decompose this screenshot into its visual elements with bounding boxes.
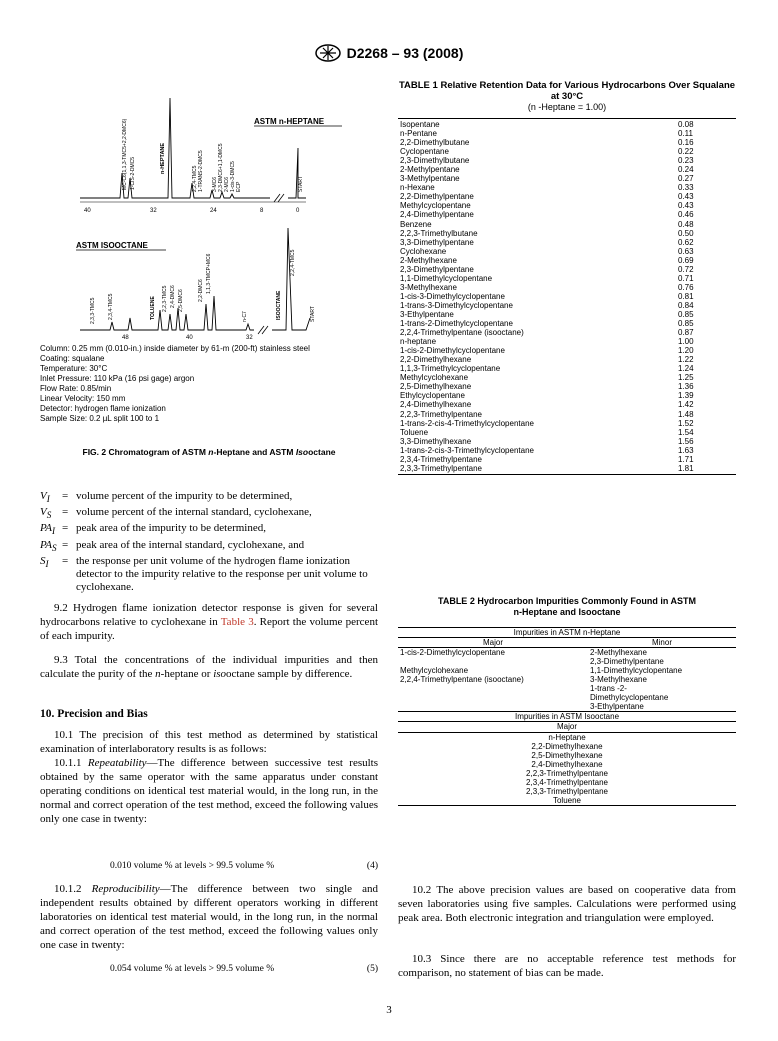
table-1-row bbox=[398, 328, 736, 337]
retention-value: 0.22 bbox=[678, 147, 694, 157]
compound-name: n-heptane bbox=[400, 337, 437, 347]
table-2-row bbox=[398, 657, 736, 666]
table-1-row bbox=[398, 138, 736, 147]
retention-value: 1.42 bbox=[678, 400, 694, 410]
compound-name: 2-Methylpentane bbox=[400, 165, 460, 175]
paragraph-10-1: 10.1 The precision of this test method as determined by statistical examination of interlaboratory results is as follows: bbox=[40, 729, 378, 755]
table-1-row bbox=[398, 265, 736, 274]
panel-label-isooctane: ASTM ISOOCTANE bbox=[76, 241, 148, 250]
table-2-iso-major: Major bbox=[398, 721, 736, 731]
table-1-row bbox=[398, 183, 736, 192]
compound-name: 2,3-Dimethylbutane bbox=[400, 156, 470, 166]
table-1-row bbox=[398, 428, 736, 437]
compound-name: 2,3,4-Trimethylpentane bbox=[400, 454, 482, 464]
retention-value: 0.24 bbox=[678, 165, 694, 175]
page-number: 3 bbox=[386, 1004, 392, 1016]
compound-name: 3-Ethylpentane bbox=[400, 309, 454, 319]
compound-name: 3-Methylpentane bbox=[400, 174, 460, 184]
axis-tick-32: 32 bbox=[246, 335, 253, 340]
compound-name: 3,3-Dimethylpentane bbox=[400, 237, 474, 247]
table-1-row bbox=[398, 156, 736, 165]
spec-line: Coating: squalane bbox=[40, 354, 105, 363]
peak-label: 2,3,4-TMC5 bbox=[108, 293, 114, 320]
table-1-row bbox=[398, 256, 736, 265]
compound-name: 2,2-Dimethylhexane bbox=[400, 355, 472, 365]
retention-value: 1.56 bbox=[678, 436, 694, 446]
variable-row: $V_S$ = volume percent of the internal standard, cyclohexane, bbox=[40, 506, 312, 521]
spec-line: Temperature: 30°C bbox=[40, 364, 108, 373]
axis-tick-32: 32 bbox=[150, 208, 157, 214]
compound-name: 2,5-Dimethylhexane bbox=[400, 382, 472, 392]
table-1-row bbox=[398, 210, 736, 219]
paragraph-10-1-2: 10.1.2 Reproducibility—The difference between two single and independent results obtained by different operators working in different laboratories on identical test material would, in the long run, in the normal and correct operation of the test method, exceed the following values only one case in twenty: bbox=[40, 883, 378, 951]
minor-impurity: 2,3-Dimethylpentane bbox=[590, 657, 664, 667]
isooctane-impurity: 2,3,4-Trimethylpentane bbox=[526, 777, 608, 787]
table-1-row bbox=[398, 419, 736, 428]
major-impurity: 2,2,4-Trimethylpentane (isooctane) bbox=[400, 675, 524, 685]
compound-name: 1-cis-2-Dimethylcyclopentane bbox=[400, 346, 505, 356]
peak-label: 2,2,3-TMC5 bbox=[162, 285, 168, 312]
table-1-row bbox=[398, 274, 736, 283]
spec-line: Inlet Pressure: 110 kPa (16 psi gage) argon bbox=[40, 374, 195, 383]
table-1-row bbox=[398, 147, 736, 156]
table-1-row bbox=[398, 201, 736, 210]
table-1-row bbox=[398, 174, 736, 183]
retention-value: 0.11 bbox=[678, 129, 693, 139]
compound-name: 2,2,3-Trimethylbutane bbox=[400, 228, 478, 238]
compound-name: 2-Methylhexane bbox=[400, 255, 457, 265]
table-1-row bbox=[398, 165, 736, 174]
axis-tick-40: 40 bbox=[84, 208, 91, 214]
paragraph-10-1-1: 10.1.1 Repeatability—The difference between successive test results obtained by the same operator with the same apparatus under constant operating conditions on identical test material would, in the long run, in the normal and correct operation of the test method, exceed the following values only one case in twenty: bbox=[40, 757, 379, 825]
axis-tick-24: 24 bbox=[210, 208, 217, 214]
axis-tick-40: 40 bbox=[186, 335, 193, 340]
axis-tick-0: 0 bbox=[296, 208, 300, 214]
minor-impurity: 3-Ethylpentane bbox=[590, 702, 644, 712]
table-1-row bbox=[398, 292, 736, 301]
table-1-row bbox=[398, 283, 736, 292]
compound-name: Methylcyclohexane bbox=[400, 373, 469, 383]
minor-impurity: 1,1-Dimethylcyclopentane bbox=[590, 666, 683, 676]
spec-line: Linear Velocity: 150 mm bbox=[40, 394, 126, 403]
spec-line: Sample Size: 0.2 µL split 100 to 1 bbox=[40, 414, 160, 423]
peak-label-heptane: n-HEPTANE bbox=[160, 142, 166, 174]
minor-impurity: 3-Methylhexane bbox=[590, 675, 647, 685]
variable-row: $V_I$ = volume percent of the impurity to be determined, bbox=[40, 490, 293, 505]
retention-value: 0.43 bbox=[678, 201, 694, 211]
peak-label: 3-MC6 bbox=[212, 176, 218, 192]
table-1-row bbox=[398, 364, 736, 373]
retention-value: 0.72 bbox=[678, 264, 694, 274]
paragraph-9-3: 9.3 Total the concentrations of the individual impurities and then calculate the purity of the n-heptane or isooctane sample by difference. bbox=[40, 654, 378, 680]
compound-name: Cyclopentane bbox=[400, 147, 449, 157]
chromatogram-figure bbox=[40, 78, 378, 340]
table-1-row bbox=[398, 337, 736, 346]
peak-label: MC-C6(1,1,3-TMC5+2,2-DMC6) bbox=[122, 118, 128, 190]
retention-value: 0.46 bbox=[678, 210, 694, 220]
peak-label: 1-TRANS-2-DMC5 bbox=[198, 150, 204, 192]
compound-name: Methylcyclopentane bbox=[400, 201, 471, 211]
retention-value: 1.22 bbox=[678, 355, 694, 365]
table-1-row bbox=[398, 355, 736, 364]
table-2-row bbox=[398, 666, 736, 675]
table-2-col-headers: Major Minor bbox=[398, 637, 736, 647]
retention-value: 0.85 bbox=[678, 309, 694, 319]
table-2-row bbox=[398, 648, 736, 657]
table-1-row bbox=[398, 301, 736, 310]
compound-name: 2,3,3-Trimethylpentane bbox=[400, 463, 482, 473]
isooctane-impurity: n-Heptane bbox=[548, 732, 586, 742]
isooctane-impurity: 2,4-Dimethylhexane bbox=[531, 759, 603, 769]
figure-caption: FIG. 2 Chromatogram of ASTM n-Heptane and ASTM Isooctane bbox=[82, 447, 336, 457]
retention-value: 0.08 bbox=[678, 120, 694, 129]
minor-impurity: 2-Methylhexane bbox=[590, 648, 647, 658]
table-1-row bbox=[398, 373, 736, 382]
major-impurity: 1-cis-2-Dimethylcyclopentane bbox=[400, 648, 505, 658]
table-1-row bbox=[398, 120, 736, 129]
compound-name: 2,3-Dimethylpentane bbox=[400, 264, 474, 274]
retention-value: 1.20 bbox=[678, 346, 694, 356]
table-1-row bbox=[398, 319, 736, 328]
retention-value: 0.85 bbox=[678, 319, 694, 329]
peak-label: 1,1,3-TMCP+MC6 bbox=[206, 253, 212, 294]
peak-label-toluene: TOLUENE bbox=[150, 296, 156, 320]
compound-name: Cyclohexane bbox=[400, 246, 447, 256]
retention-value: 0.43 bbox=[678, 192, 694, 202]
retention-value: 0.69 bbox=[678, 255, 694, 265]
isooctane-impurity: Toluene bbox=[552, 795, 582, 805]
compound-name: 1,1-Dimethylcyclopentane bbox=[400, 273, 493, 283]
major-impurity bbox=[398, 693, 590, 702]
axis-tick-48: 48 bbox=[122, 335, 129, 340]
compound-name: 1,1,3-Trimethylcyclopentane bbox=[400, 364, 501, 374]
compound-name: Toluene bbox=[400, 427, 429, 437]
retention-value: 1.25 bbox=[678, 373, 694, 383]
table-2-isooctane-header: Impurities in ASTM Isooctane bbox=[398, 711, 736, 721]
table-1-row bbox=[398, 464, 736, 473]
table-1-title: TABLE 1 Relative Retention Data for Various Hydrocarbons Over Squalane at 30°C (n -Heptane = 1.00) bbox=[398, 80, 736, 112]
peak-label: 2,2-DMC6 bbox=[198, 279, 204, 302]
variable-row: $PA_I$ = peak area of the impurity to be determined, bbox=[40, 522, 266, 537]
compound-name: 2,4-Dimethylhexane bbox=[400, 400, 472, 410]
table-2-row bbox=[398, 684, 736, 693]
page-header bbox=[0, 44, 778, 67]
peak-label-isooctane: ISOOCTANE bbox=[276, 290, 282, 320]
retention-value: 0.33 bbox=[678, 183, 694, 193]
figure-specs bbox=[40, 344, 378, 424]
peak-label: ECP bbox=[236, 181, 242, 192]
chromatogram-top-panel bbox=[80, 98, 342, 214]
paragraph-9-2: 9.2 Hydrogen flame ionization detector response is given for several hydrocarbons relative to cyclohexane in Table 3. Report the volume percent of each impurity. bbox=[40, 602, 379, 642]
table-2-row bbox=[398, 675, 736, 684]
minor-impurity: Dimethylcyclopentane bbox=[590, 693, 669, 703]
standard-designation: D2268 – 93 (2008) bbox=[346, 45, 464, 61]
table-2-row bbox=[398, 702, 736, 711]
section-heading-precision: 10. Precision and Bias bbox=[40, 708, 148, 720]
table-1-row bbox=[398, 238, 736, 247]
retention-value: 1.71 bbox=[678, 454, 694, 464]
retention-value: 1.54 bbox=[678, 427, 694, 437]
compound-name: 1-trans-2-Dimethylcyclopentane bbox=[400, 319, 513, 329]
peak-label-start: START bbox=[298, 176, 304, 192]
peak-label: 2,2,4-TMC5 bbox=[192, 165, 198, 192]
compound-name: 3-Methylhexane bbox=[400, 282, 457, 292]
table-2-row bbox=[398, 693, 736, 702]
minor-impurity: 1-trans -2- bbox=[590, 684, 627, 694]
table-2-title: TABLE 2 Hydrocarbon Impurities Commonly Found in ASTM n-Heptane and Isooctane bbox=[437, 596, 696, 617]
major-impurity: Methylcyclohexane bbox=[400, 666, 469, 676]
table-1-row bbox=[398, 437, 736, 446]
table-2-heptane-header: Impurities in ASTM n-Heptane bbox=[398, 627, 736, 637]
compound-name: Benzene bbox=[400, 219, 432, 229]
peak-label: 1-CIS-2-DMC5 bbox=[130, 156, 136, 190]
retention-value: 1.63 bbox=[678, 445, 694, 455]
peak-label: 2,2,4-TMC5 bbox=[290, 249, 296, 276]
peak-label: 2,4-DMC6 bbox=[170, 285, 176, 308]
table-1-row bbox=[398, 310, 736, 319]
compound-name: 3,3-Dimethylhexane bbox=[400, 436, 472, 446]
compound-name: 1-cis-3-Dimethylcyclopentane bbox=[400, 291, 505, 301]
table-1-row bbox=[398, 220, 736, 229]
compound-name: 2,2,4-Trimethylpentane (isooctane) bbox=[400, 328, 524, 338]
chromatogram-bottom-panel bbox=[76, 228, 316, 340]
table-2-heptane-body bbox=[398, 647, 736, 711]
isooctane-impurity: 2,5-Dimethylhexane bbox=[531, 750, 603, 760]
retention-value: 0.62 bbox=[678, 237, 694, 247]
table-1-row bbox=[398, 229, 736, 238]
retention-value: 0.16 bbox=[678, 138, 694, 148]
peak-label: n-C7 bbox=[242, 311, 248, 322]
table-2 bbox=[398, 627, 736, 806]
compound-name: 1-trans-2-cis-4-Trimethylcyclopentane bbox=[400, 418, 534, 428]
retention-value: 1.48 bbox=[678, 409, 694, 419]
major-impurity bbox=[398, 702, 590, 711]
major-impurity bbox=[398, 657, 590, 666]
compound-name: n-Hexane bbox=[400, 183, 435, 193]
paragraph-10-3: 10.3 Since there are no acceptable reference test methods for comparison, no statement of bias can be made. bbox=[398, 953, 736, 979]
major-impurity bbox=[398, 684, 590, 693]
retention-value: 0.87 bbox=[678, 328, 694, 338]
table-1-row bbox=[398, 410, 736, 419]
compound-name: 2,4-Dimethylpentane bbox=[400, 210, 474, 220]
retention-value: 1.81 bbox=[678, 463, 694, 473]
retention-value: 1.00 bbox=[678, 337, 694, 347]
spec-line: Detector: hydrogen flame ionization bbox=[40, 404, 166, 413]
peak-label: 2,3-DMC6+1,1-DMC5 bbox=[218, 143, 224, 192]
retention-value: 0.50 bbox=[678, 228, 694, 238]
retention-value: 1.52 bbox=[678, 418, 694, 428]
compound-name: 1-trans-3-Dimethylcyclopentane bbox=[400, 300, 513, 310]
retention-value: 0.63 bbox=[678, 246, 694, 256]
peak-label-start: START bbox=[310, 306, 316, 322]
spec-line: Column: 0.25 mm (0.010-in.) inside diameter by 61-m (200-ft) stainless steel bbox=[40, 344, 310, 353]
compound-name: Ethylcyclopentane bbox=[400, 391, 465, 401]
compound-name: 2,2,3-Trimethylpentane bbox=[400, 409, 482, 419]
table-3-link[interactable]: Table 3 bbox=[220, 616, 254, 628]
variable-definitions bbox=[40, 490, 378, 594]
retention-value: 0.48 bbox=[678, 219, 694, 229]
compound-name: n-Pentane bbox=[400, 129, 437, 139]
panel-label-heptane: ASTM n-HEPTANE bbox=[254, 117, 325, 126]
table-1-row bbox=[398, 455, 736, 464]
retention-value: 1.36 bbox=[678, 382, 694, 392]
retention-value: 1.39 bbox=[678, 391, 694, 401]
retention-value: 0.81 bbox=[678, 291, 694, 301]
isooctane-impurity: 2,3,3-Trimethylpentane bbox=[526, 786, 608, 796]
peak-label: 2,3,3-TMC5 bbox=[90, 297, 96, 324]
table-2-isooctane-body bbox=[398, 732, 736, 806]
retention-value: 0.84 bbox=[678, 300, 694, 310]
retention-value: 0.71 bbox=[678, 273, 694, 283]
table-1-row bbox=[398, 192, 736, 201]
table-1 bbox=[398, 118, 736, 475]
retention-value: 0.27 bbox=[678, 174, 694, 184]
astm-logo-icon bbox=[315, 44, 341, 62]
peak-label: 2,5-DMC6 bbox=[178, 289, 184, 312]
variable-row: $PA_S$ = peak area of the internal standard, cyclohexane, and bbox=[40, 538, 305, 553]
table-1-row bbox=[398, 391, 736, 400]
paragraph-10-2: 10.2 The above precision values are based on cooperative data from seven laboratories using five samples. Calculations were performed using peak area. Both electronic integration and triangulation were employed. bbox=[398, 884, 736, 924]
retention-value: 0.23 bbox=[678, 156, 694, 166]
table-1-row bbox=[398, 400, 736, 409]
peak-label: 2-MC6 bbox=[224, 176, 230, 192]
isooctane-impurity: 2,2,3-Trimethylpentane bbox=[526, 768, 608, 778]
table-1-row bbox=[398, 446, 736, 455]
compound-name: Isopentane bbox=[400, 120, 440, 129]
paragraph-10-1-block bbox=[40, 728, 378, 826]
isooctane-impurity: 2,2-Dimethylhexane bbox=[531, 741, 603, 751]
compound-name: 2,2-Dimethylbutane bbox=[400, 138, 470, 148]
compound-name: 2,2-Dimethylpentane bbox=[400, 192, 474, 202]
retention-value: 0.76 bbox=[678, 282, 694, 292]
axis-tick-8: 8 bbox=[260, 208, 264, 214]
table-1-row bbox=[398, 247, 736, 256]
variable-row: $S_I$ = the response per unit volume of the hydrogen flame ionization detector to the impurity relative to the response per unit volume to cyclohexane. bbox=[40, 554, 368, 593]
peak-label: 1-cis-3-DMC5 bbox=[230, 161, 236, 192]
table-1-row bbox=[398, 346, 736, 355]
retention-value: 1.24 bbox=[678, 364, 694, 374]
spec-line: Flow Rate: 0.85/min bbox=[40, 384, 112, 393]
table-1-row bbox=[398, 129, 736, 138]
compound-name: 1-trans-2-cis-3-Trimethylcyclopentane bbox=[400, 445, 534, 455]
table-1-row bbox=[398, 382, 736, 391]
